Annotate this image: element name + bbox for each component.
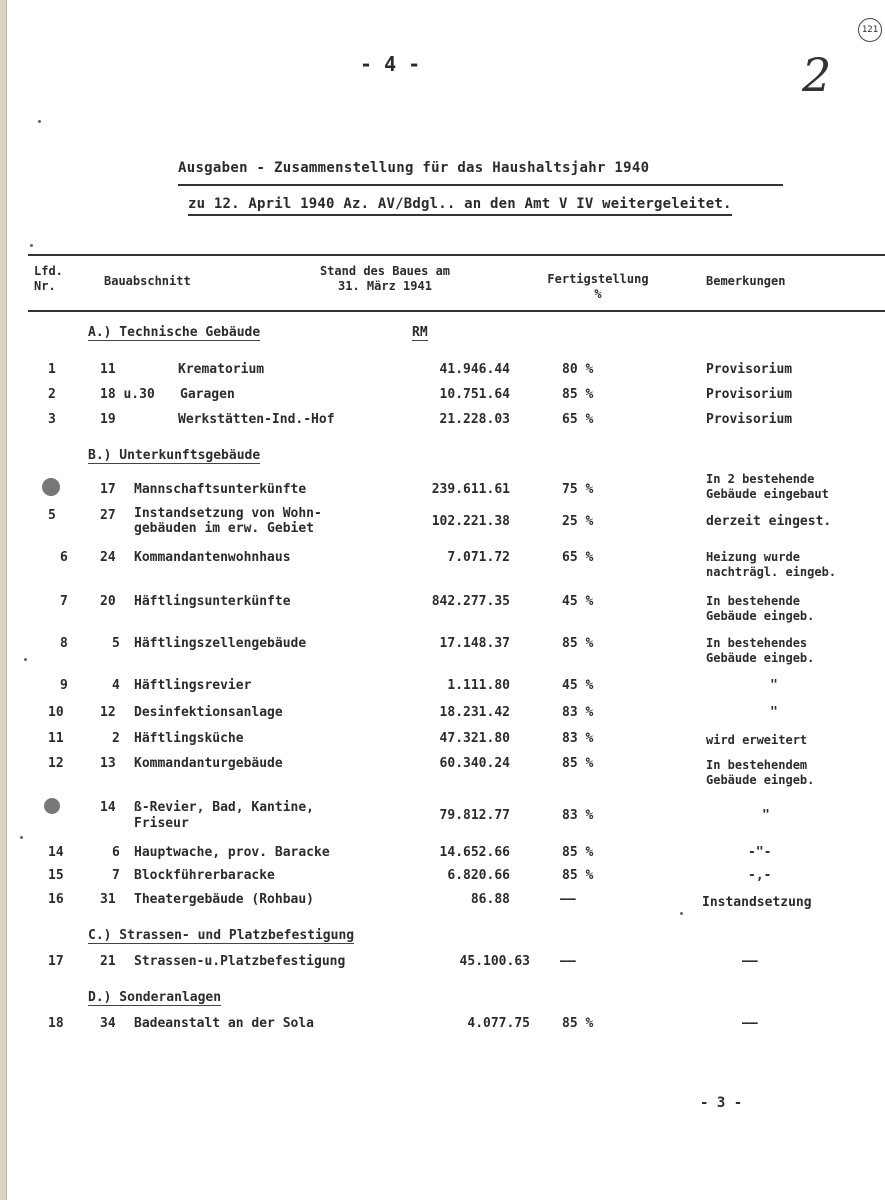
- row-2-ba: 18 u.30: [100, 387, 155, 402]
- row-3-name: Werkstätten-Ind.-Hof: [178, 412, 335, 427]
- row-16-ba: 31: [100, 892, 116, 907]
- row-10-amount: 18.231.42: [439, 705, 510, 720]
- row-8-nr: 8: [60, 636, 68, 651]
- row-17-note: ——: [742, 954, 758, 969]
- row-5-name: Instandsetzung von Wohn- gebäuden im erw. Gebiet: [134, 506, 322, 536]
- row-13-ba: 14: [100, 800, 116, 815]
- row-13-amount: 79.812.77: [439, 808, 510, 823]
- scan-speck: [24, 658, 27, 661]
- row-15-name: Blockführerbaracke: [134, 868, 275, 883]
- row-13-note: ": [762, 808, 770, 823]
- row-12-name: Kommandanturgebäude: [134, 756, 283, 771]
- row-11-ba: 2: [112, 731, 120, 746]
- archive-stamp: 121: [858, 18, 882, 42]
- row-17-nr: 17: [48, 954, 64, 969]
- row-2-note: Provisorium: [706, 387, 793, 402]
- row-9-pct: 45 %: [562, 678, 594, 693]
- row-15-ba: 7: [112, 868, 120, 883]
- header-rule-bottom: [28, 310, 885, 312]
- row-5-nr: 5: [48, 508, 56, 523]
- row-13-pct: 83 %: [562, 808, 594, 823]
- handwritten-page-number: 2: [802, 48, 832, 102]
- row-14-name: Hauptwache, prov. Baracke: [134, 845, 330, 860]
- row-10-ba: 12: [100, 705, 116, 720]
- row-3-note: Provisorium: [706, 412, 793, 427]
- row-10-name: Desinfektionsanlage: [134, 705, 283, 720]
- row-3-amount: 21.228.03: [439, 412, 510, 427]
- row-12-pct: 85 %: [562, 756, 594, 771]
- row-8-amount: 17.148.37: [439, 636, 510, 651]
- row-10-nr: 10: [48, 705, 64, 720]
- row-16-pct: ——: [560, 892, 576, 907]
- row-7-pct: 45 %: [562, 594, 594, 609]
- document-title: Ausgaben - Zusammenstellung für das Haushaltsjahr 1940: [178, 160, 650, 176]
- col-header-bemerkungen: Bemerkungen: [706, 274, 786, 288]
- row-4-ba: 17: [100, 482, 116, 497]
- row-4-note: In 2 bestehende Gebäude eingebaut: [706, 472, 829, 501]
- row-16-name: Theatergebäude (Rohbau): [134, 892, 315, 907]
- row-18-pct: 85 %: [562, 1016, 594, 1031]
- row-13-nr: [46, 800, 62, 815]
- row-16-nr: 16: [48, 892, 64, 907]
- row-12-note: In bestehendem Gebäude eingeb.: [706, 758, 815, 787]
- row-1-nr: 1: [48, 362, 56, 377]
- row-14-amount: 14.652.66: [439, 845, 510, 860]
- row-11-name: Häftlingsküche: [134, 731, 244, 746]
- row-15-amount: 6.820.66: [447, 868, 510, 883]
- row-18-amount: 4.077.75: [467, 1016, 530, 1031]
- row-9-amount: 1.111.80: [447, 678, 510, 693]
- row-7-note: In bestehende Gebäude eingeb.: [706, 594, 815, 623]
- row-8-pct: 85 %: [562, 636, 594, 651]
- col-header-stand: Stand des Baues am 31. März 1941: [319, 264, 451, 293]
- scan-speck: [20, 836, 23, 839]
- row-1-amount: 41.946.44: [439, 362, 510, 377]
- section-b-heading: B.) Unterkunftsgebäude: [88, 448, 261, 463]
- currency-unit: RM: [412, 325, 428, 340]
- row-17-pct: ——: [560, 954, 576, 969]
- row-4-name: Mannschaftsunterkünfte: [134, 482, 307, 497]
- row-7-name: Häftlingsunterkünfte: [134, 594, 291, 609]
- row-18-note: ——: [742, 1016, 758, 1031]
- row-17-amount: 45.100.63: [459, 954, 530, 969]
- row-14-note: -"-: [748, 845, 772, 860]
- row-4-pct: 75 %: [562, 482, 594, 497]
- row-1-pct: 80 %: [562, 362, 594, 377]
- row-14-ba: 6: [112, 845, 120, 860]
- scan-speck: [38, 120, 41, 123]
- row-12-nr: 12: [48, 756, 64, 771]
- bottom-page-number: - 3 -: [700, 1095, 743, 1111]
- row-8-name: Häftlingszellengebäude: [134, 636, 307, 651]
- section-c-heading: C.) Strassen- und Platzbefestigung: [88, 928, 355, 943]
- row-9-name: Häftlingsrevier: [134, 678, 252, 693]
- row-17-name: Strassen-u.Platzbefestigung: [134, 954, 346, 969]
- row-18-name: Badeanstalt an der Sola: [134, 1016, 315, 1031]
- row-7-amount: 842.277.35: [431, 594, 510, 609]
- row-18-ba: 34: [100, 1016, 116, 1031]
- row-3-nr: 3: [48, 412, 56, 427]
- row-9-note: ": [770, 678, 778, 693]
- scan-speck: [680, 912, 683, 915]
- row-8-note: In bestehendes Gebäude eingeb.: [706, 636, 815, 665]
- row-13-name: ß-Revier, Bad, Kantine, Friseur: [134, 800, 315, 831]
- row-5-amount: 102.221.38: [431, 514, 510, 529]
- row-1-note: Provisorium: [706, 362, 793, 377]
- scan-border: [0, 0, 7, 1200]
- row-1-name: Krematorium: [178, 362, 265, 377]
- row-2-name: Garagen: [180, 387, 235, 402]
- row-11-pct: 83 %: [562, 731, 594, 746]
- row-5-pct: 25 %: [562, 514, 594, 529]
- row-8-ba: 5: [112, 636, 120, 651]
- row-1-ba: 11: [100, 362, 116, 377]
- row-16-note: Instandsetzung: [702, 895, 812, 910]
- row-18-nr: 18: [48, 1016, 64, 1031]
- section-d-heading: D.) Sonderanlagen: [88, 990, 222, 1005]
- row-5-ba: 27: [100, 508, 116, 523]
- scan-speck: [30, 244, 33, 247]
- row-7-nr: 7: [60, 594, 68, 609]
- row-2-pct: 85 %: [562, 387, 594, 402]
- row-6-note: Heizung wurde nachträgl. eingeb.: [706, 550, 837, 579]
- row-12-ba: 13: [100, 756, 116, 771]
- col-header-bauabschnitt: Bauabschnitt: [104, 274, 191, 288]
- row-9-nr: 9: [60, 678, 68, 693]
- row-14-nr: 14: [48, 845, 64, 860]
- row-15-note: -,-: [748, 868, 772, 883]
- row-6-amount: 7.071.72: [447, 550, 510, 565]
- row-4-nr: [44, 482, 52, 497]
- title-rule: [178, 184, 783, 186]
- row-6-pct: 65 %: [562, 550, 594, 565]
- row-2-nr: 2: [48, 387, 56, 402]
- col-header-fertigstellung: Fertigstellung %: [547, 272, 649, 301]
- header-rule-top: [28, 254, 885, 256]
- row-6-name: Kommandantenwohnhaus: [134, 550, 291, 565]
- row-4-amount: 239.611.61: [431, 482, 510, 497]
- row-15-pct: 85 %: [562, 868, 594, 883]
- row-7-ba: 20: [100, 594, 116, 609]
- row-3-ba: 19: [100, 412, 116, 427]
- row-3-pct: 65 %: [562, 412, 594, 427]
- row-10-note: ": [770, 705, 778, 720]
- top-page-number: - 4 -: [360, 52, 421, 76]
- row-2-amount: 10.751.64: [439, 387, 510, 402]
- row-5-note: derzeit eingest.: [706, 514, 832, 529]
- row-14-pct: 85 %: [562, 845, 594, 860]
- col-header-lfd-nr: Lfd. Nr.: [34, 264, 63, 293]
- row-10-pct: 83 %: [562, 705, 594, 720]
- row-12-amount: 60.340.24: [439, 756, 510, 771]
- row-17-ba: 21: [100, 954, 116, 969]
- row-16-amount: 86.88: [470, 892, 510, 907]
- row-11-nr: 11: [48, 731, 64, 746]
- row-6-ba: 24: [100, 550, 116, 565]
- row-15-nr: 15: [48, 868, 64, 883]
- row-9-ba: 4: [112, 678, 120, 693]
- section-a-heading: A.) Technische Gebäude: [88, 325, 261, 340]
- row-11-note: wird erweitert: [706, 733, 808, 747]
- document-subtitle: zu 12. April 1940 Az. AV/Bdgl.. an den Amt V IV weitergeleitet.: [188, 196, 732, 216]
- row-6-nr: 6: [60, 550, 68, 565]
- row-11-amount: 47.321.80: [439, 731, 510, 746]
